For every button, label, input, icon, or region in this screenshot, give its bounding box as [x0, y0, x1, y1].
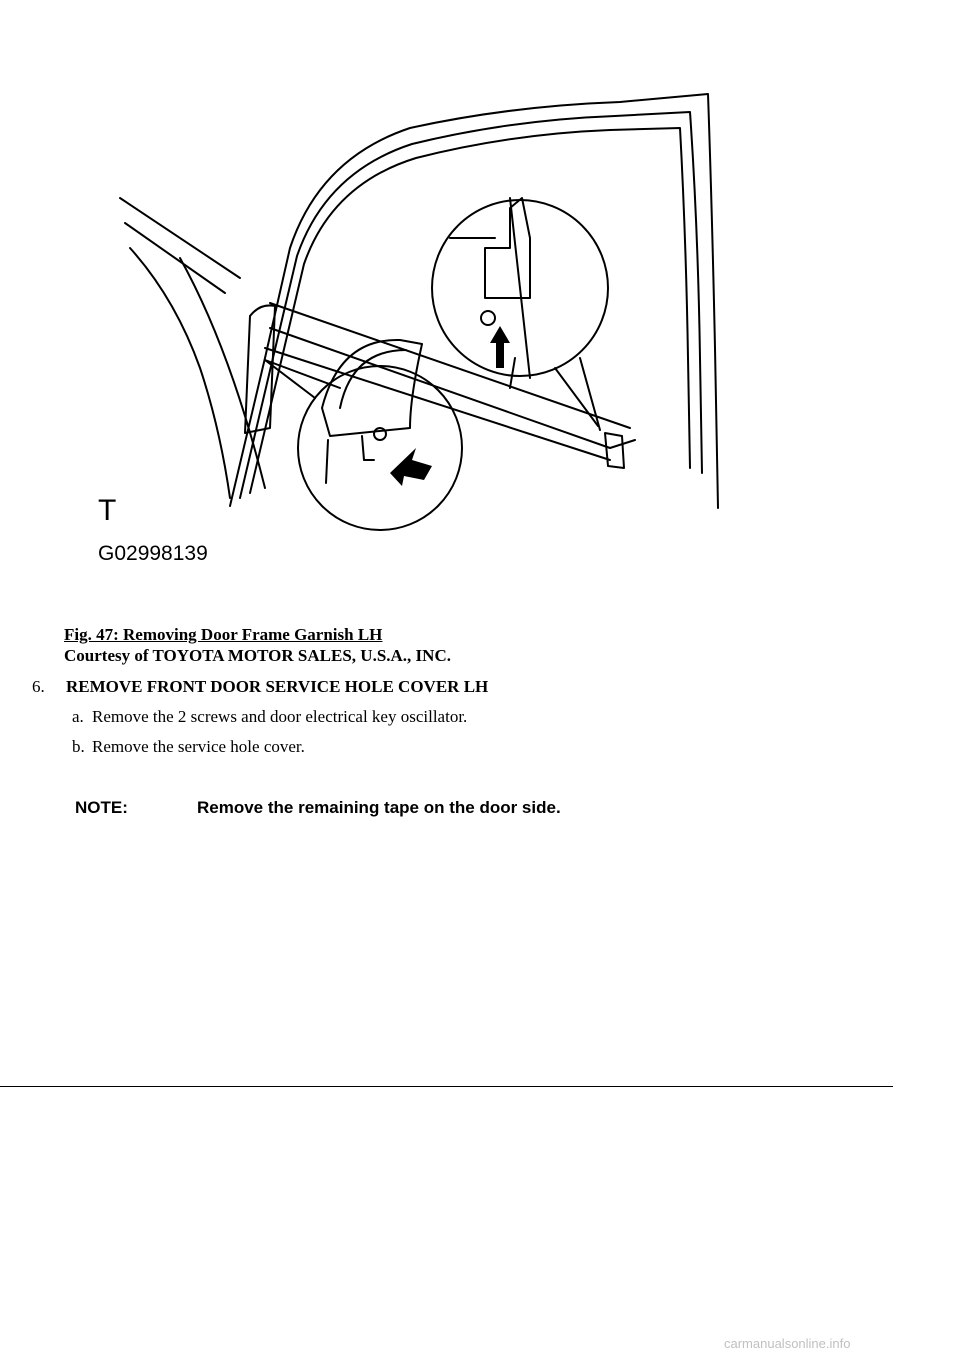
figure-title-link[interactable]: Fig. 47: Removing Door Frame Garnish LH	[64, 625, 383, 644]
substep-letter: b.	[72, 737, 85, 756]
note-text: Remove the remaining tape on the door side.	[197, 798, 561, 817]
procedure-step	[32, 676, 912, 766]
figure-courtesy: Courtesy of TOYOTA MOTOR SALES, U.S.A., INC.	[64, 646, 451, 665]
figure-corner-label: T	[98, 494, 117, 527]
figure-image-code: G02998139	[98, 542, 208, 565]
list-item	[72, 706, 912, 728]
note-box	[75, 798, 561, 818]
watermark: carmanualsonline.info	[724, 1336, 851, 1351]
step-number: 6.	[32, 677, 45, 696]
footer-divider	[0, 1086, 893, 1087]
substep-text: Remove the 2 screws and door electrical key oscillator.	[92, 707, 468, 726]
note-label: NOTE:	[75, 798, 128, 817]
substep-letter: a.	[72, 707, 84, 726]
door-frame-garnish-figure	[90, 88, 730, 578]
figure-caption	[64, 624, 451, 666]
substep-text: Remove the service hole cover.	[92, 737, 305, 756]
list-item	[72, 736, 912, 758]
substep-list	[72, 706, 912, 758]
step-heading	[32, 676, 912, 698]
step-title: REMOVE FRONT DOOR SERVICE HOLE COVER LH	[66, 677, 489, 696]
door-frame-illustration	[90, 88, 730, 578]
